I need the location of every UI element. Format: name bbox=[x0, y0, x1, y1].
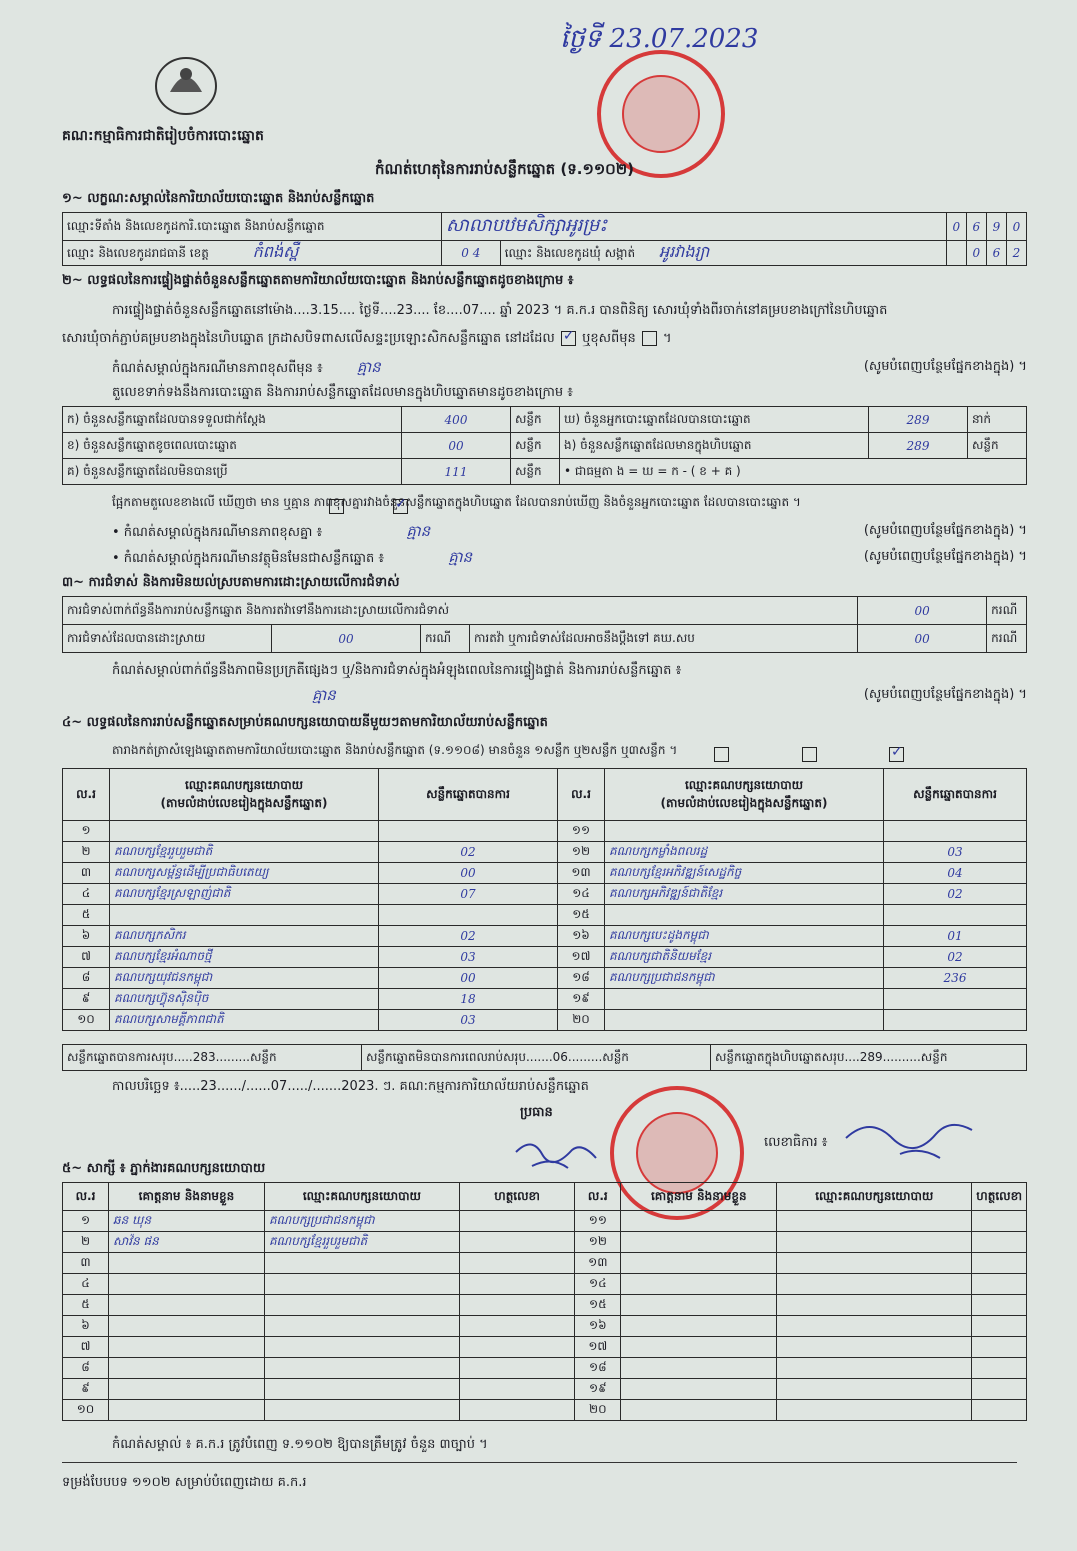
witness-party bbox=[777, 1400, 972, 1421]
col-party: ឈ្មោះគណបក្សនយោបាយ (តាមលំដាប់លេខរៀងក្នុងសន្លឹកឆ្នោត) bbox=[605, 769, 884, 821]
vote-count: 02 bbox=[884, 884, 1027, 905]
witness-signature bbox=[972, 1295, 1027, 1316]
witness-party bbox=[264, 1358, 459, 1379]
totals-table bbox=[62, 1044, 1027, 1071]
witness-name bbox=[108, 1316, 264, 1337]
vote-count bbox=[379, 905, 558, 926]
witness-row bbox=[63, 1232, 1027, 1253]
chairperson-label: ប្រធាន bbox=[520, 1105, 553, 1120]
party-name bbox=[110, 905, 379, 926]
row-number: ៩ bbox=[63, 1379, 109, 1400]
unit: សន្លឹក bbox=[511, 407, 560, 433]
party-name: គណបក្សកម្លាំងពលរដ្ឋ bbox=[605, 842, 884, 863]
row-number: ៤ bbox=[63, 1274, 109, 1295]
vote-count: 00 bbox=[379, 968, 558, 989]
resolved-label: ការជំទាស់ដែលបានដោះស្រាយ bbox=[63, 625, 272, 653]
witness-row bbox=[63, 1337, 1027, 1358]
witness-col-header: ល.រ bbox=[63, 1183, 109, 1211]
witness-signature bbox=[972, 1400, 1027, 1421]
vote-count: 03 bbox=[379, 1010, 558, 1031]
irregularity-note: កំណត់សម្គាល់ពាក់ព័ន្ធនឹងភាពមិនប្រក្រតីផ្សេងៗ ឬ/និងការជំទាស់ក្នុងអំឡុងពេលនៃការផ្ទៀងផ្ទាត់ និងការរាប់សន្លឹកឆ្នោត ៖ bbox=[112, 663, 682, 678]
form-note: កំណត់សម្គាល់ ៖ គ.ក.រ ត្រូវបំពេញ ទ.១១០២ ឱ្យបានត្រឹមត្រូវ ចំនួន ៣ច្បាប់ ។ bbox=[112, 1437, 488, 1452]
witness-name bbox=[621, 1253, 777, 1274]
footer-text: ទម្រង់បែបបទ ១១០២ សម្រាប់បំពេញដោយ គ.ក.រ bbox=[62, 1475, 307, 1490]
location-value: សាលាបឋមសិក្សាអូរម្រះ bbox=[442, 213, 947, 241]
row-number: ១៥ bbox=[558, 905, 605, 926]
vote-count bbox=[379, 821, 558, 842]
party-row bbox=[63, 1010, 1027, 1031]
difference-note2: • កំណត់សម្គាល់ក្នុងករណីមានភាពខុសគ្នា ៖ គ្មាន (សូមបំពេញបន្ថែមផ្នែកខាងក្នុង) ។ bbox=[112, 522, 1027, 540]
invalid-total: សន្លឹកឆ្នោតមិនបានការពេលរាប់សរុប.......06.........សន្លឹក bbox=[362, 1045, 711, 1071]
party-name: គណបក្សខ្មែរអភិវឌ្ឍន៍សេដ្ឋកិច្ច bbox=[605, 863, 884, 884]
vote-count bbox=[884, 1010, 1027, 1031]
code-digit: 0 bbox=[1006, 213, 1026, 241]
row-number: ១៦ bbox=[575, 1316, 621, 1337]
party-name bbox=[605, 905, 884, 926]
witness-party bbox=[777, 1358, 972, 1379]
witness-party bbox=[777, 1316, 972, 1337]
commune-code: 6 bbox=[986, 241, 1006, 266]
difference-note-line: កំណត់សម្គាល់ក្នុងករណីមានភាពខុសពីមុន ៖ គ្មាន (សូមបំពេញបន្ថែមផ្នែកខាងក្នុង) ។ bbox=[112, 358, 1027, 376]
witness-party bbox=[264, 1379, 459, 1400]
commune-code: 2 bbox=[1006, 241, 1026, 266]
row-number: ១៣ bbox=[558, 863, 605, 884]
witness-party: គណបក្សប្រជាជនកម្ពុជា bbox=[264, 1211, 459, 1232]
unit: សន្លឹក bbox=[511, 459, 560, 485]
witness-col-header: ហត្ថលេខា bbox=[459, 1183, 574, 1211]
witness-signature bbox=[972, 1253, 1027, 1274]
witness-name bbox=[108, 1379, 264, 1400]
no-difference-checkbox[interactable] bbox=[391, 496, 410, 515]
row-number: ៦ bbox=[63, 926, 110, 947]
witness-signature bbox=[972, 1232, 1027, 1253]
irregularity-value-line: គ្មាន (សូមបំពេញបន្ថែមផ្នែកខាងក្នុង) ។ bbox=[312, 686, 1027, 704]
unit: ករណី bbox=[987, 597, 1027, 625]
row-number: ៣ bbox=[63, 1253, 109, 1274]
witness-signature bbox=[459, 1253, 574, 1274]
witness-name bbox=[621, 1379, 777, 1400]
figure-label-e: ង) ចំនួនសន្លឹកឆ្នោតដែលមានក្នុងហិបឆ្នោត bbox=[560, 433, 869, 459]
party-name bbox=[605, 1010, 884, 1031]
figure-value-e: 289 bbox=[869, 433, 968, 459]
vote-count: 07 bbox=[379, 884, 558, 905]
section5-heading: ៥~ សាក្សី ៖ ភ្នាក់ងារគណបក្សនយោបាយ bbox=[62, 1161, 266, 1176]
witness-row bbox=[63, 1358, 1027, 1379]
row-number: ២ bbox=[63, 842, 110, 863]
witness-party bbox=[777, 1253, 972, 1274]
witness-party bbox=[264, 1316, 459, 1337]
row-number: ១ bbox=[63, 821, 110, 842]
witness-name bbox=[108, 1337, 264, 1358]
witness-row bbox=[63, 1274, 1027, 1295]
tally-sheet-line: តារាងកត់ត្រាសំឡេងឆ្នោតតាមការិយាល័យបោះឆ្នោត និងរាប់សន្លឹកឆ្នោត (ទ.១១០៨) មានចំនួន ១សន្លឹក ឬ២សន្លឹក ឬ៣សន្លឹក ។ bbox=[112, 743, 678, 757]
row-number: ១២ bbox=[558, 842, 605, 863]
secretary-label: លេខាធិការ ៖ bbox=[764, 1135, 828, 1150]
party-row bbox=[63, 863, 1027, 884]
witness-signature bbox=[459, 1274, 574, 1295]
section3-heading: ៣~ ការជំទាស់ និងការមិនយល់ស្របតាមការដោះស្រាយលើការជំទាស់ bbox=[62, 575, 400, 590]
vote-count: 01 bbox=[884, 926, 1027, 947]
witness-table bbox=[62, 1182, 1027, 1421]
figure-value-c: 111 bbox=[402, 459, 511, 485]
three-sheet-checkbox[interactable] bbox=[887, 744, 906, 763]
party-row bbox=[63, 884, 1027, 905]
objections-count: 00 bbox=[858, 597, 987, 625]
row-number: ៧ bbox=[63, 1337, 109, 1358]
witness-col-header: គោត្តនាម និងនាមខ្លួន bbox=[621, 1183, 777, 1211]
footer-divider bbox=[62, 1462, 1017, 1463]
row-number: ១៣ bbox=[575, 1253, 621, 1274]
committee-name: គណ:កម្មាធិការជាតិរៀបចំការបោះឆ្នោត bbox=[62, 128, 264, 144]
witness-name bbox=[621, 1316, 777, 1337]
national-emblem-icon bbox=[150, 52, 222, 118]
witness-signature bbox=[972, 1337, 1027, 1358]
party-row bbox=[63, 905, 1027, 926]
witness-name bbox=[621, 1400, 777, 1421]
party-row bbox=[63, 821, 1027, 842]
vote-count bbox=[884, 821, 1027, 842]
witness-name bbox=[108, 1253, 264, 1274]
party-row bbox=[63, 926, 1027, 947]
vote-count: 02 bbox=[379, 842, 558, 863]
party-name: គណបក្សសម្ព័ន្ធដើម្បីប្រជាធិបតេយ្យ bbox=[110, 863, 379, 884]
row-number: ១៦ bbox=[558, 926, 605, 947]
row-number: ១ bbox=[63, 1211, 109, 1232]
ballot-figures-table bbox=[62, 406, 1027, 485]
row-number: ១៥ bbox=[575, 1295, 621, 1316]
form-title: កំណត់ហេតុនៃការរាប់សន្លឹកឆ្នោត (ទ.១១០២) bbox=[375, 160, 635, 178]
witness-signature bbox=[459, 1400, 574, 1421]
unit: នាក់ bbox=[968, 407, 1027, 433]
witness-signature bbox=[459, 1337, 574, 1358]
witness-party bbox=[777, 1211, 972, 1232]
row-number: ១១ bbox=[575, 1211, 621, 1232]
figure-label-c: គ) ចំនួនសន្លឹកឆ្នោតដែលមិនបានប្រើ bbox=[63, 459, 402, 485]
vote-count: 18 bbox=[379, 989, 558, 1010]
witness-party bbox=[777, 1337, 972, 1358]
vote-count: 02 bbox=[884, 947, 1027, 968]
witness-party bbox=[777, 1379, 972, 1400]
object-note: • កំណត់សម្គាល់ក្នុងករណីមានវត្ថុមិនមែនជាសន្លឹកឆ្នោត ៖ គ្មាន (សូមបំពេញបន្ថែមផ្នែកខាងក្នុង) ។ bbox=[112, 548, 1027, 566]
party-row bbox=[63, 989, 1027, 1010]
vote-count bbox=[884, 905, 1027, 926]
unit: សន្លឹក bbox=[511, 433, 560, 459]
signing-date-line: កាលបរិច្ឆេទ ៖.....23....../......07...../.......2023. ៗ. គណ:កម្មការការិយាល័យរាប់សន្លឹកឆ្នោត bbox=[112, 1079, 589, 1094]
formula-note: • ជាធម្មតា ង = ឃ = ក - ( ខ + គ ) bbox=[560, 459, 1027, 485]
row-number: ១១ bbox=[558, 821, 605, 842]
witness-col-header: ឈ្មោះគណបក្សនយោបាយ bbox=[777, 1183, 972, 1211]
section4-heading: ៤~ លទ្ធផលនៃការរាប់សន្លឹកឆ្នោតសម្រាប់គណបក្សនយោបាយនីមួយៗតាមការិយាល័យរាប់សន្លឹកឆ្នោត bbox=[62, 715, 548, 730]
figure-label-d: ឃ) ចំនួនអ្នកបោះឆ្នោតដែលបានបោះឆ្នោត bbox=[560, 407, 869, 433]
witness-row bbox=[63, 1316, 1027, 1337]
witness-signature bbox=[459, 1379, 574, 1400]
party-name bbox=[605, 821, 884, 842]
witness-name bbox=[621, 1232, 777, 1253]
party-results-table bbox=[62, 768, 1027, 1031]
party-name bbox=[110, 821, 379, 842]
party-name: គណបក្សខ្មែរស្រឡាញ់ជាតិ bbox=[110, 884, 379, 905]
col-no: ល.រ bbox=[63, 769, 110, 821]
party-row bbox=[63, 968, 1027, 989]
witness-name bbox=[108, 1358, 264, 1379]
witness-col-header: ឈ្មោះគណបក្សនយោបាយ bbox=[264, 1183, 459, 1211]
witness-name bbox=[108, 1274, 264, 1295]
verification-time-line: ការផ្ទៀងផ្ទាត់ចំនួនសន្លឹកឆ្នោតនៅម៉ោង....3.15.... ថ្ងៃទី....23.... ខែ....07.... ឆ្នាំ 2023 ។ គ.ក.រ បានពិនិត្យ សោរឃុំទាំងពីរចាក់នៅគម្របខាងក្រៅនៃហិបឆ្នោត bbox=[112, 303, 888, 318]
witness-signature bbox=[459, 1232, 574, 1253]
witness-party bbox=[264, 1274, 459, 1295]
two-sheet-checkbox[interactable] bbox=[800, 744, 819, 763]
party-name: គណបក្សកសិករ bbox=[110, 926, 379, 947]
row-number: ៤ bbox=[63, 884, 110, 905]
same-checkbox[interactable] bbox=[561, 331, 576, 346]
witness-signature bbox=[972, 1379, 1027, 1400]
vote-count: 03 bbox=[379, 947, 558, 968]
party-name: គណបក្សបេះដូងកម្ពុជា bbox=[605, 926, 884, 947]
section1-table bbox=[62, 212, 1027, 266]
code-digit: 9 bbox=[986, 213, 1006, 241]
vote-count: 04 bbox=[884, 863, 1027, 884]
witness-party bbox=[777, 1274, 972, 1295]
seal-check-line: សោរឃុំចាក់ភ្ជាប់គម្របខាងក្នុងនៃហិបឆ្នោត ក្រដាសបិទពាសលើសន្ទះប្រឡោះសិកសន្លឹកឆ្នោត នៅដដែល ✓ ឬខុសពីមុន ។ bbox=[62, 330, 672, 349]
witness-signature bbox=[972, 1211, 1027, 1232]
witness-col-header: ល.រ bbox=[575, 1183, 621, 1211]
witness-party: គណបក្សខ្មែររួបរួមជាតិ bbox=[264, 1232, 459, 1253]
valid-total: សន្លឹកឆ្នោតបានការសរុប.....283.........សន្លឹក bbox=[63, 1045, 362, 1071]
figure-value-b: 00 bbox=[402, 433, 511, 459]
witness-name bbox=[108, 1400, 264, 1421]
witness-signature bbox=[459, 1211, 574, 1232]
has-difference-checkbox[interactable] bbox=[327, 496, 346, 515]
row-number: ១៤ bbox=[575, 1274, 621, 1295]
appeal-count: 00 bbox=[858, 625, 987, 653]
row-number: ១០ bbox=[63, 1010, 110, 1031]
witness-row bbox=[63, 1253, 1027, 1274]
witness-signature bbox=[972, 1316, 1027, 1337]
row-number: ១៩ bbox=[575, 1379, 621, 1400]
handwritten-date: ថ្ងៃទី 23.07.2023 bbox=[560, 24, 759, 54]
row-number: ១៨ bbox=[575, 1358, 621, 1379]
row-number: ៧ bbox=[63, 947, 110, 968]
changed-checkbox[interactable] bbox=[642, 331, 657, 346]
figures-intro: តួលេខទាក់ទងនឹងការបោះឆ្នោត និងការរាប់សន្លឹកឆ្នោតដែលមានក្នុងហិបឆ្នោតមានដូចខាងក្រោម ៖ bbox=[112, 385, 573, 400]
row-number: ១២ bbox=[575, 1232, 621, 1253]
party-row bbox=[63, 947, 1027, 968]
witness-name bbox=[621, 1337, 777, 1358]
unit: ករណី bbox=[421, 625, 470, 653]
witness-name bbox=[621, 1358, 777, 1379]
vote-count bbox=[884, 989, 1027, 1010]
commune-label: ឈ្មោះ និងលេខកូដឃុំ សង្កាត់ អូរវាងរ្យា bbox=[500, 241, 946, 266]
row-number: ១០ bbox=[63, 1400, 109, 1421]
party-name: គណបក្សសាមគ្គីភាពជាតិ bbox=[110, 1010, 379, 1031]
unit: ករណី bbox=[987, 625, 1027, 653]
witness-party bbox=[264, 1295, 459, 1316]
comparison-line: ផ្អែកតាមតួលេខខាងលើ ឃើញថា មាន ឬគ្មាន ភាពខុសគ្នារវាងចំនួនសន្លឹកឆ្នោតក្នុងហិបឆ្នោត ដែលបានរាប់ឃើញ និងចំនួនអ្នកបោះឆ្នោត ដែលបានបោះឆ្នោត ។ bbox=[112, 495, 801, 509]
section1-heading: ១~ លក្ខណ:សម្គាល់នៃការិយាល័យបោះឆ្នោត និងរាប់សន្លឹកឆ្នោត bbox=[62, 191, 375, 206]
row-number: ១៧ bbox=[575, 1337, 621, 1358]
witness-name: សាវ៉ន ផន bbox=[108, 1232, 264, 1253]
witness-name bbox=[621, 1274, 777, 1295]
one-sheet-checkbox[interactable] bbox=[712, 744, 731, 763]
witness-name bbox=[621, 1295, 777, 1316]
objections-label: ការជំទាស់ពាក់ព័ន្ធនឹងការរាប់សន្លឹកឆ្នោត និងការតវ៉ាទៅនឹងការដោះស្រាយលើការជំទាស់ bbox=[63, 597, 858, 625]
witness-party bbox=[777, 1295, 972, 1316]
row-number: ៨ bbox=[63, 1358, 109, 1379]
party-name: គណបក្សប្រជាជនកម្ពុជា bbox=[605, 968, 884, 989]
witness-signature bbox=[459, 1316, 574, 1337]
official-seal-top bbox=[597, 50, 725, 178]
col-votes: សន្លឹកឆ្នោតបានការ bbox=[379, 769, 558, 821]
province-code: 0 4 bbox=[442, 241, 501, 266]
figure-value-a: 400 bbox=[402, 407, 511, 433]
witness-party bbox=[264, 1400, 459, 1421]
secretary-signature-icon bbox=[840, 1108, 980, 1170]
witness-col-header: ហត្ថលេខា bbox=[972, 1183, 1027, 1211]
col-party: ឈ្មោះគណបក្សនយោបាយ (តាមលំដាប់លេខរៀងក្នុងសន្លឹកឆ្នោត) bbox=[110, 769, 379, 821]
witness-signature bbox=[972, 1274, 1027, 1295]
row-number: ១៧ bbox=[558, 947, 605, 968]
witness-name bbox=[621, 1211, 777, 1232]
witness-signature bbox=[459, 1295, 574, 1316]
party-name: គណបក្សយុវជនកម្ពុជា bbox=[110, 968, 379, 989]
chair-signature-icon bbox=[512, 1132, 602, 1182]
witness-row bbox=[63, 1211, 1027, 1232]
location-label: ឈ្មោះទីតាំង និងលេខកូដការិ.បោះឆ្នោត និងរាប់សន្លឹកឆ្នោត bbox=[63, 213, 442, 241]
witness-row bbox=[63, 1379, 1027, 1400]
appeal-label: ការតវ៉ា ឬការជំទាស់ដែលអាចនឹងប្តឹងទៅ គឃ.សប bbox=[470, 625, 858, 653]
witness-row bbox=[63, 1400, 1027, 1421]
vote-count: 236 bbox=[884, 968, 1027, 989]
section2-heading: ២~ លទ្ធផលនៃការផ្ទៀងផ្ទាត់ចំនួនសន្លឹកឆ្នោតតាមការិយាល័យបោះឆ្នោត និងរាប់សន្លឹកឆ្នោតដូចខាងក្រោម ៖ bbox=[62, 273, 574, 288]
box-total: សន្លឹកឆ្នោតក្នុងហិបឆ្នោតសរុប....289..........សន្លឹក bbox=[711, 1045, 1027, 1071]
code-digit: 6 bbox=[966, 213, 986, 241]
row-number: ២០ bbox=[575, 1400, 621, 1421]
witness-signature bbox=[459, 1358, 574, 1379]
province-label: ឈ្មោះ និងលេខកូដរាជធានី ខេត្ត កំពង់ស្ពឺ bbox=[63, 241, 442, 266]
witness-name bbox=[108, 1295, 264, 1316]
witness-party bbox=[264, 1337, 459, 1358]
row-number: ៥ bbox=[63, 1295, 109, 1316]
figure-label-a: ក) ចំនួនសន្លឹកឆ្នោតដែលបានទទួលជាក់ស្តែង bbox=[63, 407, 402, 433]
commune-code: 0 bbox=[966, 241, 986, 266]
row-number: ១៩ bbox=[558, 989, 605, 1010]
col-no: ល.រ bbox=[558, 769, 605, 821]
row-number: ៦ bbox=[63, 1316, 109, 1337]
row-number: ២ bbox=[63, 1232, 109, 1253]
witness-party bbox=[264, 1253, 459, 1274]
figure-label-b: ខ) ចំនួនសន្លឹកឆ្នោតខូចពេលបោះឆ្នោត bbox=[63, 433, 402, 459]
witness-col-header: គោត្តនាម និងនាមខ្លួន bbox=[108, 1183, 264, 1211]
witness-name: ឆន ឃុន bbox=[108, 1211, 264, 1232]
vote-count: 00 bbox=[379, 863, 558, 884]
objections-table bbox=[62, 596, 1027, 653]
vote-count: 02 bbox=[379, 926, 558, 947]
resolved-count: 00 bbox=[272, 625, 421, 653]
party-row bbox=[63, 842, 1027, 863]
unit: សន្លឹក bbox=[968, 433, 1027, 459]
row-number: ៩ bbox=[63, 989, 110, 1010]
party-name: គណបក្សអភិវឌ្ឍន៍ជាតិខ្មែរ bbox=[605, 884, 884, 905]
party-name: គណបក្សជាតិនិយមខ្មែរ bbox=[605, 947, 884, 968]
party-name: គណបក្សហ៊្វុនស៊ិនប៉ិច bbox=[110, 989, 379, 1010]
party-name: គណបក្សខ្មែររួបរួមជាតិ bbox=[110, 842, 379, 863]
vote-count: 03 bbox=[884, 842, 1027, 863]
party-name bbox=[605, 989, 884, 1010]
party-name: គណបក្សខ្មែរអំណាចថ្មី bbox=[110, 947, 379, 968]
code-digit: 0 bbox=[946, 213, 966, 241]
figure-value-d: 289 bbox=[869, 407, 968, 433]
col-votes: សន្លឹកឆ្នោតបានការ bbox=[884, 769, 1027, 821]
row-number: ៨ bbox=[63, 968, 110, 989]
row-number: ២០ bbox=[558, 1010, 605, 1031]
row-number: ៥ bbox=[63, 905, 110, 926]
row-number: ១៨ bbox=[558, 968, 605, 989]
witness-row bbox=[63, 1295, 1027, 1316]
row-number: ៣ bbox=[63, 863, 110, 884]
witness-signature bbox=[972, 1358, 1027, 1379]
witness-party bbox=[777, 1232, 972, 1253]
row-number: ១៤ bbox=[558, 884, 605, 905]
